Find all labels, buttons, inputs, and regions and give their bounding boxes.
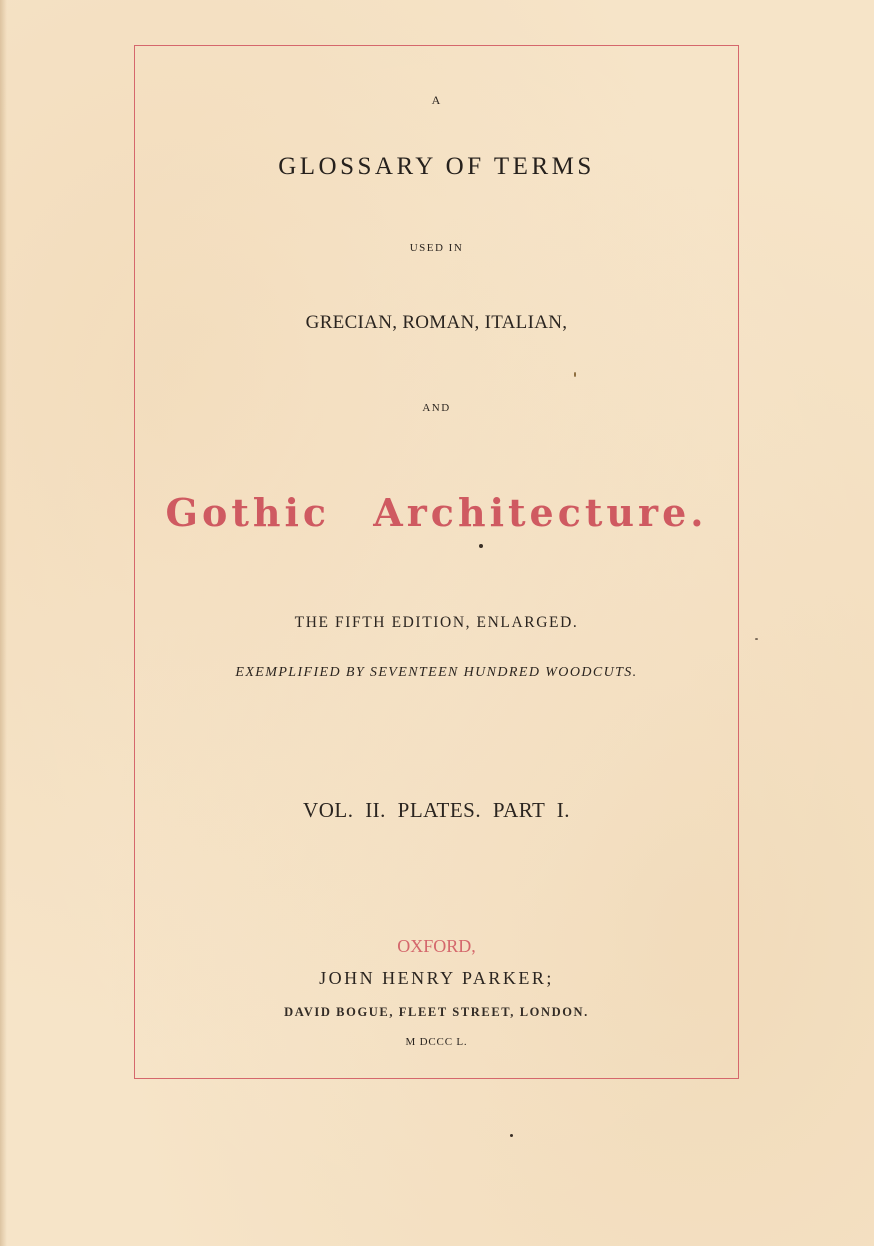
publication-year: M DCCC L. <box>405 1036 468 1048</box>
volume-statement: VOL. II. PLATES. PART I. <box>303 798 570 822</box>
main-title: GLOSSARY OF TERMS <box>278 153 595 180</box>
architecture-styles: GRECIAN, ROMAN, ITALIAN, <box>305 312 568 333</box>
paper-speck <box>510 1134 513 1137</box>
woodcuts-statement: EXEMPLIFIED BY SEVENTEEN HUNDRED WOODCUTS. <box>235 665 638 680</box>
page-edge-shadow <box>0 0 7 1246</box>
article-a: A <box>431 93 442 107</box>
edition-statement: THE FIFTH EDITION, ENLARGED. <box>294 614 579 631</box>
paper-speck <box>479 544 483 548</box>
publisher-name: JOHN HENRY PARKER; <box>319 968 554 988</box>
conjunction-and: AND <box>422 402 451 414</box>
used-in-label: USED IN <box>409 242 464 254</box>
paper-speck <box>755 638 758 640</box>
publication-place: OXFORD, <box>397 936 476 956</box>
gothic-architecture-title: Gothic Architecture. <box>165 490 708 535</box>
red-border-frame <box>134 45 739 1079</box>
paper-speck <box>574 372 576 377</box>
distributor-line: DAVID BOGUE, FLEET STREET, LONDON. <box>284 1005 589 1019</box>
